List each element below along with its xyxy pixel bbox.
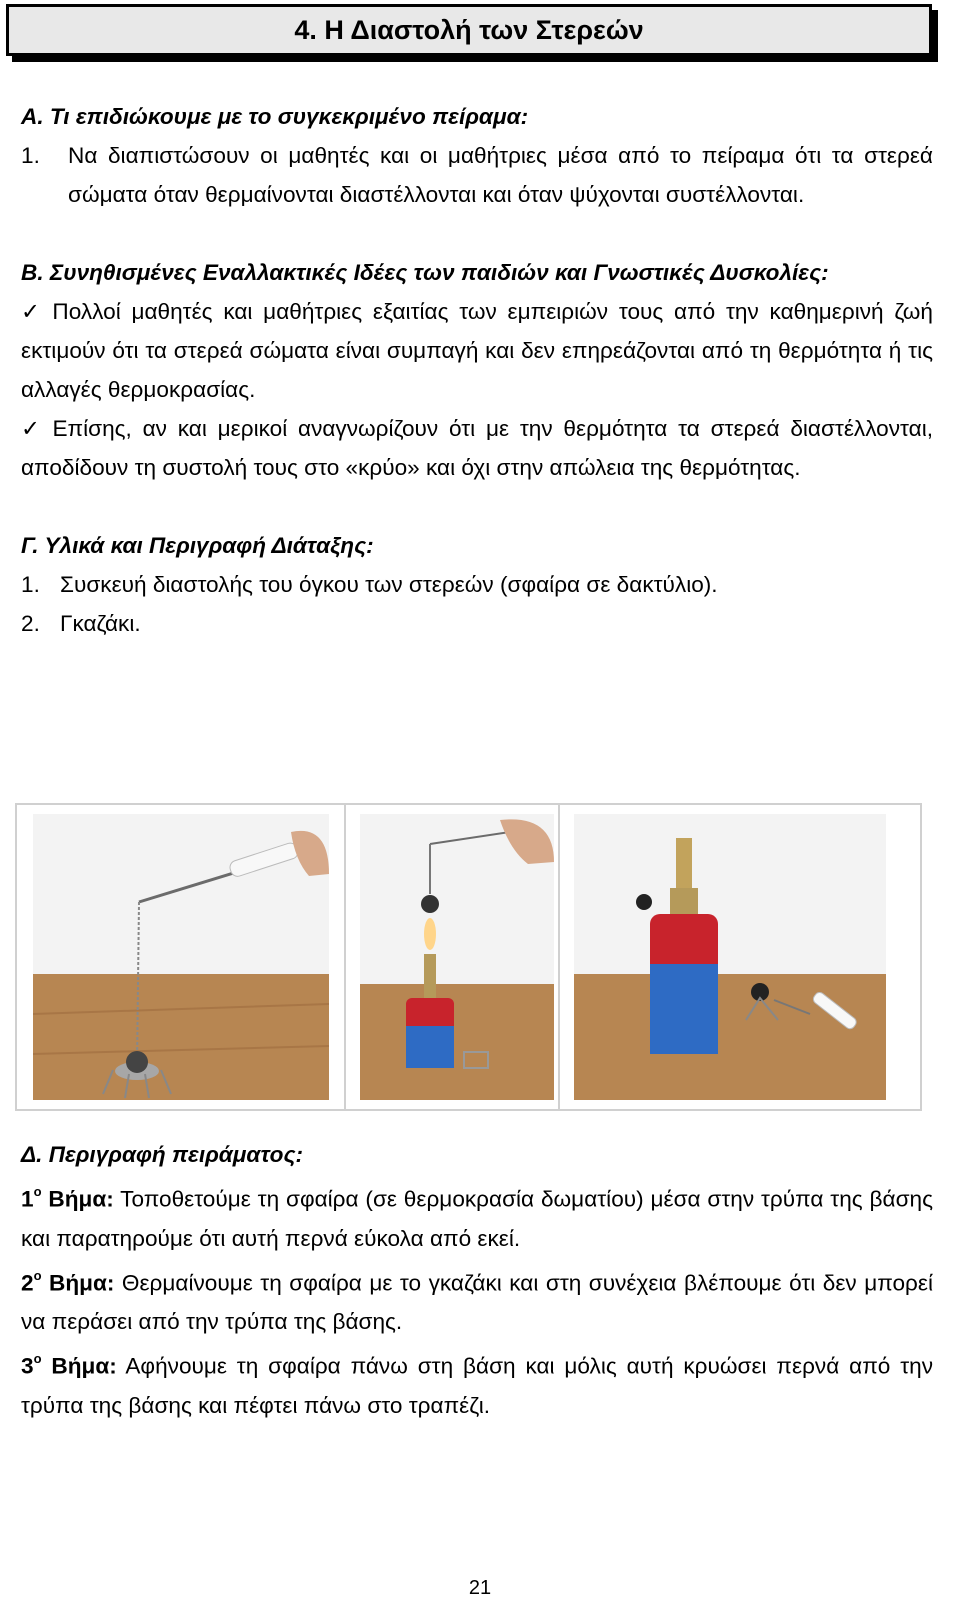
item-text: Γκαζάκι. — [60, 611, 141, 636]
section-c-heading: Γ. Υλικά και Περιγραφή Διάταξης: — [21, 533, 374, 558]
section-c-item-2 — [21, 604, 933, 643]
step-label: Βήμα: — [48, 1186, 114, 1212]
item-number: 1. — [21, 143, 40, 168]
step-ordinal: ο — [33, 1267, 42, 1283]
section-b-bullet-1 — [21, 292, 933, 409]
item-number: 1. — [21, 572, 40, 597]
experiment-steps — [21, 1135, 933, 1425]
step-2 — [21, 1258, 933, 1342]
chapter-title-box — [6, 4, 932, 56]
step-label: Βήμα: — [51, 1353, 117, 1379]
step-3 — [21, 1341, 933, 1425]
step-1 — [21, 1174, 933, 1258]
section-c-item-1 — [21, 565, 933, 604]
experiment-photos — [15, 803, 922, 1111]
bullet-text: Επίσης, αν και μερικοί αναγνωρίζουν ότι με την θερμότητα τα στερεά διαστέλλονται, αποδίδουν τη συστολή τους στο «κρύο» και όχι στην απώλεια της θερμότητας. — [21, 416, 933, 480]
item-number: 2. — [21, 611, 40, 636]
main-content — [21, 97, 933, 643]
section-a-item-1 — [21, 136, 933, 214]
step-label: Βήμα: — [49, 1270, 115, 1296]
step-text: Τοποθετούμε τη σφαίρα (σε θερμοκρασία δωματίου) μέσα στην τρύπα της βάσης και παρατηρούμε ότι αυτή περνά εύκολα από εκεί. — [21, 1186, 933, 1251]
section-d-heading: Δ. Περιγραφή πειράματος: — [21, 1142, 304, 1167]
section-b-bullet-2 — [21, 409, 933, 487]
section-b-heading: Β. Συνηθισμένες Εναλλακτικές Ιδέες των παιδιών και Γνωστικές Δυσκολίες: — [21, 260, 829, 285]
step-number: 3 — [21, 1353, 34, 1379]
item-text: Να διαπιστώσουν οι μαθητές και οι μαθήτριες μέσα από το πείραμα ότι τα στερεά σώματα όταν θερμαίνονται διαστέλλονται και όταν ψύχονται συστέλλονται. — [68, 143, 933, 207]
step-text: Θερμαίνουμε τη σφαίρα με το γκαζάκι και στη συνέχεια βλέπουμε ότι δεν μπορεί να περάσει από την τρύπα της βάσης. — [21, 1270, 934, 1335]
photo-ball-on-chain — [33, 814, 329, 1100]
chapter-title: 4. Η Διαστολή των Στερεών — [294, 14, 644, 45]
photo-heating-ball — [360, 814, 554, 1100]
photo-cooled-ball — [574, 814, 886, 1100]
step-ordinal: ο — [33, 1351, 42, 1367]
bullet-text: Πολλοί μαθητές και μαθήτριες εξαιτίας των εμπειριών τους από την καθημερινή ζωή εκτιμούν ότι τα στερεά σώματα είναι συμπαγή και δεν επηρεάζονται από τη θερμότητα ή τις αλλαγές θερμοκρασίας. — [21, 299, 933, 402]
step-number: 2 — [21, 1270, 34, 1296]
page-number: 21 — [468, 1577, 492, 1599]
step-text: Αφήνουμε τη σφαίρα πάνω στη βάση και μόλις αυτή κρυώσει περνά από την τρύπα της βάσης και πέφτει πάνω στο τραπέζι. — [21, 1353, 933, 1418]
step-number: 1 — [21, 1186, 34, 1212]
check-icon: ✓ — [21, 416, 45, 441]
item-text: Συσκευή διαστολής του όγκου των στερεών (σφαίρα σε δακτύλιο). — [60, 572, 718, 597]
check-icon: ✓ — [21, 299, 45, 324]
step-ordinal: ο — [33, 1184, 42, 1199]
section-a-heading: Α. Τι επιδιώκουμε με το συγκεκριμένο πείραμα: — [21, 104, 529, 129]
